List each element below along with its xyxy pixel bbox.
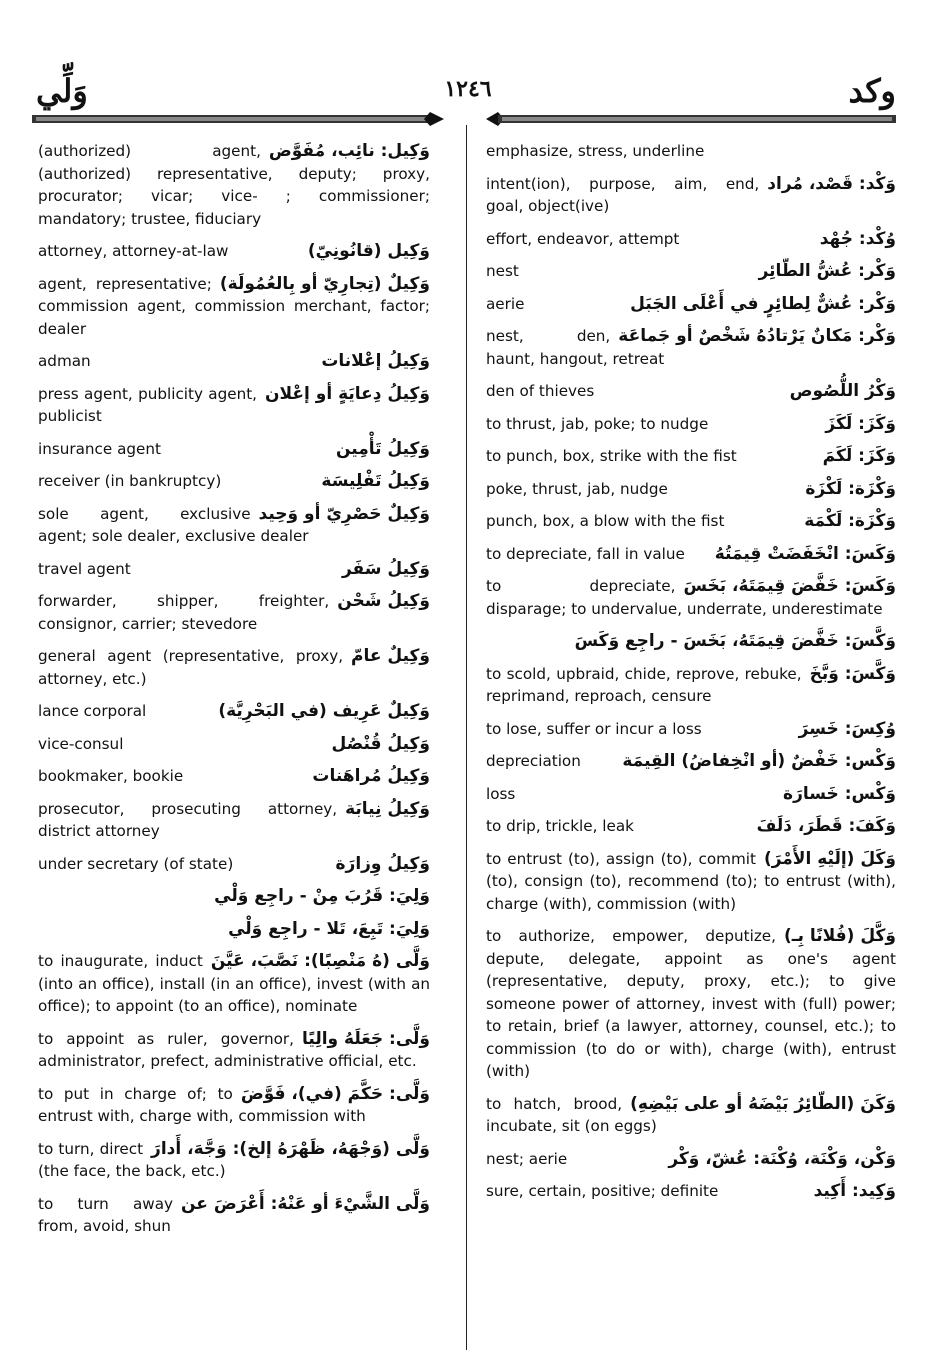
column-divider: [466, 125, 467, 1350]
guide-word-left: وَلِّي: [36, 72, 88, 110]
english-definition: travel agent: [38, 559, 131, 578]
english-definition: sure, certain, positive; definite: [486, 1182, 719, 1200]
english-definition: attorney, attorney-at-law: [38, 242, 229, 260]
english-definition: to thrust, jab, poke; to nudge: [486, 414, 709, 433]
arabic-headword: وَكِيلُ شَحْن: [337, 591, 430, 611]
english-definition: to entrust (to), assign (to), commit (to), consign (to), recommend (to); to entrust (with), charge (with), commission (with): [486, 849, 896, 913]
english-definition: den of thieves: [486, 382, 595, 400]
dictionary-entry: [486, 413, 896, 436]
dictionary-entry: [486, 750, 896, 773]
dictionary-entry: وَلِيَ: قَرُبَ مِنْ - راجِع وَلْي: [214, 886, 430, 906]
english-definition: intent(ion), purpose, aim, end, goal, object(ive): [486, 174, 760, 215]
arabic-headword: وُكِسَ: خَسِرَ: [798, 718, 896, 739]
dictionary-entry: [486, 1180, 896, 1203]
english-definition: sole agent, exclusive agent; sole dealer, exclusive dealer: [38, 504, 309, 545]
english-definition: vice-consul: [38, 734, 124, 753]
english-definition: adman: [38, 352, 91, 370]
english-definition: nest, den, haunt, hangout, retreat: [486, 327, 665, 368]
english-definition: to authorize, empower, deputize, depute, delegate, appoint as one's agent (representative, deputy, proxy, etc.); to give someone power of attorney, invest with (full) power; to retain, brief (a lawyer, attorney, counsel, etc.); to commission (to do or with), charge (with), entrust (with): [486, 927, 896, 1080]
english-definition: insurance agent: [38, 439, 161, 458]
dictionary-entry: [38, 733, 430, 756]
arabic-headword: وَكِيلُ تَأْمِين: [335, 438, 430, 459]
dictionary-entry: [486, 815, 896, 838]
english-definition: lance corporal: [38, 702, 147, 720]
dictionary-entry: [38, 140, 430, 230]
dictionary-entry: [38, 558, 430, 581]
arabic-headword: وَكَسَ: خَفَّضَ قِيمَتَهُ، بَخَسَ: [683, 576, 896, 596]
english-definition: to put in charge of; to entrust with, charge with, commission with: [38, 1084, 366, 1125]
dictionary-entry: [38, 950, 430, 1018]
arabic-headword: وَكْرُ اللُّصُوص: [789, 381, 896, 401]
english-definition: to appoint as ruler, governor, administrator, prefect, administrative official, etc.: [38, 1029, 417, 1070]
arabic-headword: وَكِيلٌ حَصْرِيّ أو وَحِيد: [258, 503, 430, 524]
arabic-headword: وَكَزَ: لَكَمَ: [822, 446, 896, 466]
english-definition: depreciation: [486, 752, 581, 770]
arabic-headword: وَكْر: عُشٌّ لِطائِرٍ في أَعْلَى الجَبَل: [630, 293, 896, 314]
arabic-headword: وَكَفَ: قَطَرَ، دَلَفَ: [756, 816, 896, 836]
english-definition: general agent (representative, proxy, attorney, etc.): [38, 647, 344, 688]
english-definition: loss: [486, 784, 516, 803]
english-definition: aerie: [486, 294, 525, 313]
arabic-headword: وَلَّى (هُ مَنْصِبًا): نَصَّبَ، عَيَّنَ: [210, 951, 430, 971]
dictionary-entry: [486, 380, 896, 403]
dictionary-entry: [486, 543, 896, 566]
arabic-headword: وَكَنَ (الطّائِرُ بَيْضَهُ أو على بَيْضِهِ): [630, 1093, 896, 1114]
dictionary-entry: [486, 478, 896, 501]
dictionary-entry: [486, 1093, 896, 1138]
arabic-headword: وَلَّى الشَّيْءَ أو عَنْهُ: أَعْرَضَ عن: [181, 1193, 430, 1214]
english-definition: to depreciate, fall in value: [486, 544, 685, 563]
dictionary-entry: [486, 663, 896, 708]
arabic-headword: وَلَّى (وَجْهَهُ، ظَهْرَهُ إلخ): وَجَّهَ، أَدارَ: [151, 1138, 430, 1159]
arabic-headword: وَكْد: قَصْد، مُراد: [767, 173, 896, 194]
english-definition: prosecutor, prosecuting attorney, district attorney: [38, 799, 338, 840]
dictionary-entry: [38, 645, 430, 690]
dictionary-entry: وَلِيَ: تَبِعَ، تَلا - راجِع وَلْي: [228, 918, 430, 939]
arabic-headword: وَكْزَة: لَكْمَة: [804, 511, 896, 531]
dictionary-entry: [38, 1083, 430, 1128]
arabic-headword: وَكِيلُ وِزارَة: [335, 853, 430, 874]
dictionary-entry: [38, 765, 430, 788]
dictionary-entry: [486, 1148, 896, 1171]
dictionary-entry: [486, 173, 896, 218]
dictionary-entry: [486, 718, 896, 741]
english-definition: to lose, suffer or incur a loss: [486, 719, 702, 738]
dictionary-entry: [486, 783, 896, 806]
arabic-headword: وَكِيلُ مُراهَنات: [312, 766, 430, 786]
dictionary-entry: [486, 140, 896, 163]
arabic-headword: وَكَزَ: لَكَزَ: [825, 413, 896, 434]
dictionary-entry: [38, 798, 430, 843]
arabic-headword: وَكِيلُ تَفْلِيسَة: [321, 471, 430, 491]
arabic-headword: وَكِيل: نائِب، مُفَوَّض: [268, 141, 430, 161]
english-definition: nest; aerie: [486, 1149, 568, 1168]
arabic-headword: وَكِيلُ دِعايَةٍ أو إعْلان: [265, 383, 430, 404]
english-definition: bookmaker, bookie: [38, 767, 184, 785]
arabic-headword: وُكْد: جُهْد: [819, 228, 896, 249]
dictionary-entry: [38, 503, 430, 548]
english-definition: to scold, upbraid, chide, reprove, rebuke, reprimand, reproach, censure: [486, 664, 802, 705]
dictionary-entry: [38, 383, 430, 428]
english-definition: press agent, publicity agent, publicist: [38, 384, 257, 425]
header-rule-left: [32, 112, 444, 126]
dictionary-entry: [38, 273, 430, 341]
dictionary-entry: [486, 325, 896, 370]
english-definition: forwarder, shipper, freighter, consignor, carrier; stevedore: [38, 592, 330, 633]
arabic-headword: وَكِيلٌ عامّ: [351, 646, 430, 666]
english-definition: to drip, trickle, leak: [486, 817, 634, 835]
english-definition: to inaugurate, induct (into an office), install (in an office), invest (with an office); to appoint (to an office), nominate: [38, 952, 430, 1015]
english-definition: emphasize, stress, underline: [486, 142, 705, 160]
arabic-headword: وَكْر: مَكانٌ يَرْتادُهُ شَخْصٌ أو جَماعَة: [618, 326, 896, 346]
header-rule-right: [486, 112, 896, 126]
dictionary-entry: [486, 575, 896, 620]
english-definition: to punch, box, strike with the fist: [486, 447, 737, 465]
guide-word-right: وكد: [848, 72, 896, 110]
left-column: [38, 140, 430, 1248]
dictionary-entry: [486, 293, 896, 316]
arabic-headword: وَكِيلٌ عَرِيف (في البَحْرِيَّة): [218, 701, 430, 721]
arabic-headword: وَلَّى: جَعَلَهُ والِيًا: [302, 1028, 430, 1049]
dictionary-entry: [38, 438, 430, 461]
dictionary-entry: [486, 848, 896, 916]
arabic-headword: وَلَّى: حَكَّمَ (في)، فَوَّضَ: [240, 1083, 430, 1104]
arabic-headword: وَكِيلٌ (تِجارِيّ أو بِالعُمُولَة): [219, 273, 430, 294]
dictionary-entry: [38, 700, 430, 723]
arabic-headword: وَكِيلُ إعْلانات: [321, 351, 430, 371]
english-definition: punch, box, a blow with the fist: [486, 512, 725, 530]
english-definition: poke, thrust, jab, nudge: [486, 479, 668, 498]
arabic-headword: وَكِيلُ سَفَر: [341, 558, 430, 579]
english-definition: agent, representative; commission agent, commission merchant, factor; dealer: [38, 274, 430, 338]
dictionary-entry: [38, 240, 430, 263]
arabic-headword: وَكَّلَ (فُلانًا بِـ): [783, 926, 896, 946]
dictionary-entry: [38, 1028, 430, 1073]
arabic-headword: وَكِيل (قانُونِيّ): [307, 241, 430, 261]
english-definition: receiver (in bankruptcy): [38, 472, 222, 490]
dictionary-entry: [486, 260, 896, 283]
arabic-headword: وَكِيلُ قُنْصُل: [331, 733, 430, 754]
english-definition: to hatch, brood, incubate, sit (on eggs): [486, 1094, 657, 1135]
dictionary-entry: [38, 470, 430, 493]
dictionary-entry: [38, 853, 430, 876]
dictionary-entry: [38, 1193, 430, 1238]
dictionary-entry: [486, 925, 896, 1083]
english-definition: nest: [486, 262, 519, 280]
arabic-headword: وَكِيلُ نِيابَة: [345, 798, 430, 819]
arabic-headword: وَكْن، وَكْنَة، وُكْنَة: عُشّ، وَكْر: [668, 1148, 896, 1169]
arabic-headword: وَكْس: خَفْضٌ (أو انْخِفاضُ) القِيمَة: [622, 751, 896, 771]
english-definition: effort, endeavor, attempt: [486, 229, 680, 248]
english-definition: to turn, direct (the face, the back, etc.): [38, 1139, 226, 1180]
dictionary-entry: [486, 510, 896, 533]
arabic-headword: وَكِيد: أَكِيد: [813, 1181, 896, 1201]
arabic-headword: وَكْزَة: لَكْزَة: [805, 478, 896, 499]
dictionary-entry: [486, 228, 896, 251]
dictionary-entry: وَكَّسَ: خَفَّضَ قِيمَتَهُ، بَخَسَ - راجِع وَكَسَ: [574, 631, 896, 651]
english-definition: to depreciate, disparage; to undervalue, underrate, underestimate: [486, 577, 883, 618]
page-number: ١٢٤٦: [444, 76, 492, 102]
dictionary-entry: [38, 1138, 430, 1183]
english-definition: under secretary (of state): [38, 854, 234, 873]
arabic-headword: وَكَلَ (إلَيْهِ الأَمْرَ): [763, 848, 896, 869]
arabic-headword: وَكَّسَ: وَبَّخَ: [809, 663, 896, 684]
english-definition: to turn away from, avoid, shun: [38, 1194, 173, 1235]
dictionary-entry: [38, 590, 430, 635]
arabic-headword: وَكْر: عُشُّ الطّائِر: [758, 261, 896, 281]
right-column: [486, 140, 896, 1213]
dictionary-entry: [486, 445, 896, 468]
arabic-headword: وَكْس: خَسارَة: [783, 783, 896, 804]
arabic-headword: وَكَسَ: انْخَفَضَتْ قِيمَتُهُ: [714, 543, 896, 564]
english-definition: (authorized) agent, (authorized) representative, deputy; proxy, procurator; vicar; vice- ; commissioner; mandatory; trustee, fiduciary: [38, 142, 430, 228]
dictionary-entry: [38, 350, 430, 373]
